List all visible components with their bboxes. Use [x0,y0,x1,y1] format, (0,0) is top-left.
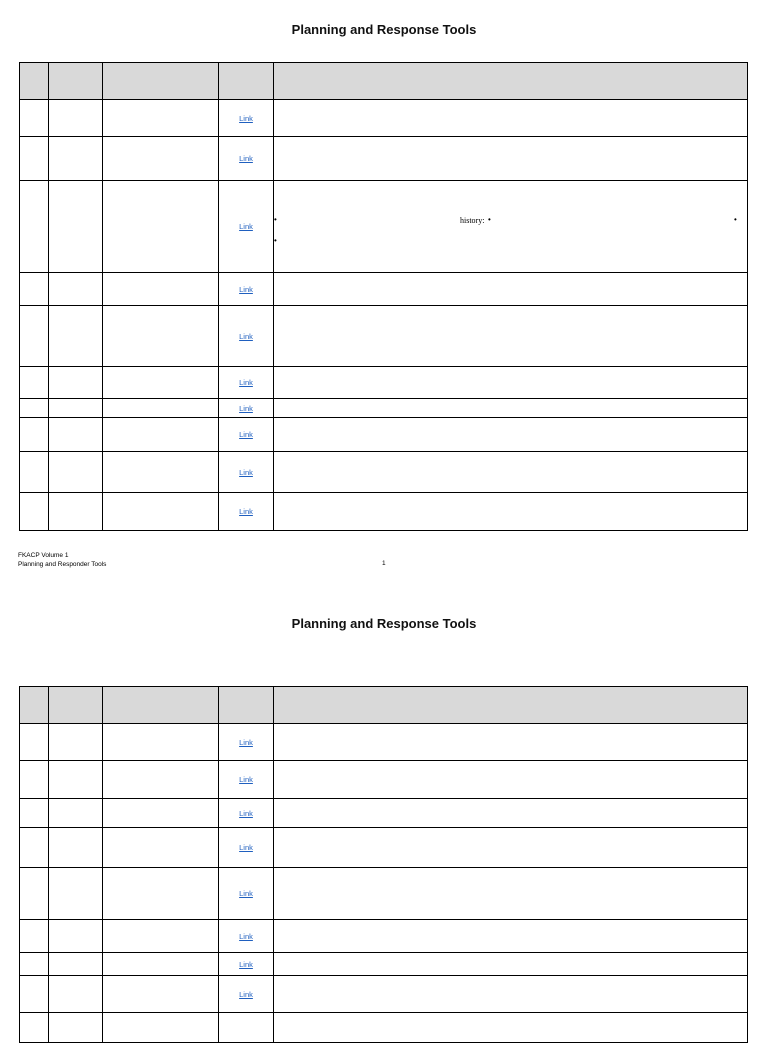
bullet-marker: • [734,215,737,224]
description-cell [274,367,748,399]
header-cell [219,687,274,724]
header-cell [274,63,748,100]
resource-link[interactable]: Link [239,843,253,852]
table-row [20,100,748,137]
description-cell [274,724,748,761]
header-cell [219,63,274,100]
table-row [20,920,748,953]
table-row [20,493,748,531]
table-row [20,761,748,799]
resource-link[interactable]: Link [239,989,253,999]
resource-link[interactable]: Link [239,737,253,747]
table-row [20,273,748,306]
footer-section-name: Planning and Responder Tools [18,561,107,568]
table-row [20,953,748,976]
resource-link[interactable]: Link [239,959,253,969]
tools-table [19,686,748,1043]
header-cell [274,687,748,724]
bullet-marker: • [274,215,277,224]
table-header-row [20,63,748,100]
resource-link[interactable]: Link [239,378,253,387]
table-row [20,181,748,273]
page-title: Planning and Response Tools [291,22,477,37]
description-cell [274,868,748,920]
description-cell [274,399,748,418]
table-row [20,367,748,399]
description-cell [274,100,748,137]
description-cell [274,273,748,306]
resource-link[interactable]: Link [239,403,253,413]
table-header-row [20,687,748,724]
header-cell [20,687,49,724]
resource-link[interactable]: Link [239,889,253,898]
description-cell [274,137,748,181]
description-cell [274,493,748,531]
table-row [20,828,748,868]
table-row [20,868,748,920]
resource-link[interactable]: Link [239,154,253,163]
table-row [20,418,748,452]
resource-link[interactable]: Link [239,430,253,439]
description-cell [274,953,748,976]
bullet-marker: • [274,236,277,245]
description-cell [274,1013,748,1043]
description-cell [274,920,748,953]
footer-doc-name: FKACP Volume 1 [18,552,69,559]
description-cell [274,452,748,493]
resource-link[interactable]: Link [239,331,253,341]
table-row [20,976,748,1013]
resource-link[interactable]: Link [239,222,253,231]
description-cell [274,306,748,367]
table-row [20,724,748,761]
page-title: Planning and Response Tools [291,616,477,631]
resource-link[interactable]: Link [239,284,253,294]
resource-link[interactable]: Link [239,507,253,516]
description-cell [274,181,748,273]
page-number: 1 [382,560,386,567]
history-label: history: [460,216,485,225]
table-row [20,137,748,181]
header-cell [49,687,103,724]
tools-table [19,62,748,531]
table-row [20,306,748,367]
header-cell [103,63,219,100]
resource-link[interactable]: Link [239,467,253,477]
header-cell [103,687,219,724]
resource-link[interactable]: Link [239,931,253,941]
table-row [20,399,748,418]
table-row [20,1013,748,1043]
page-footer [18,551,106,569]
resource-link[interactable]: Link [239,113,253,123]
description-cell [274,761,748,799]
description-cell [274,828,748,868]
header-cell [49,63,103,100]
resource-link[interactable]: Link [239,808,253,818]
resource-link[interactable]: Link [239,775,253,784]
bullet-marker: • [488,215,491,224]
header-cell [20,63,49,100]
description-cell [274,418,748,452]
description-cell [274,799,748,828]
table-row [20,799,748,828]
description-cell [274,976,748,1013]
table-row [20,452,748,493]
